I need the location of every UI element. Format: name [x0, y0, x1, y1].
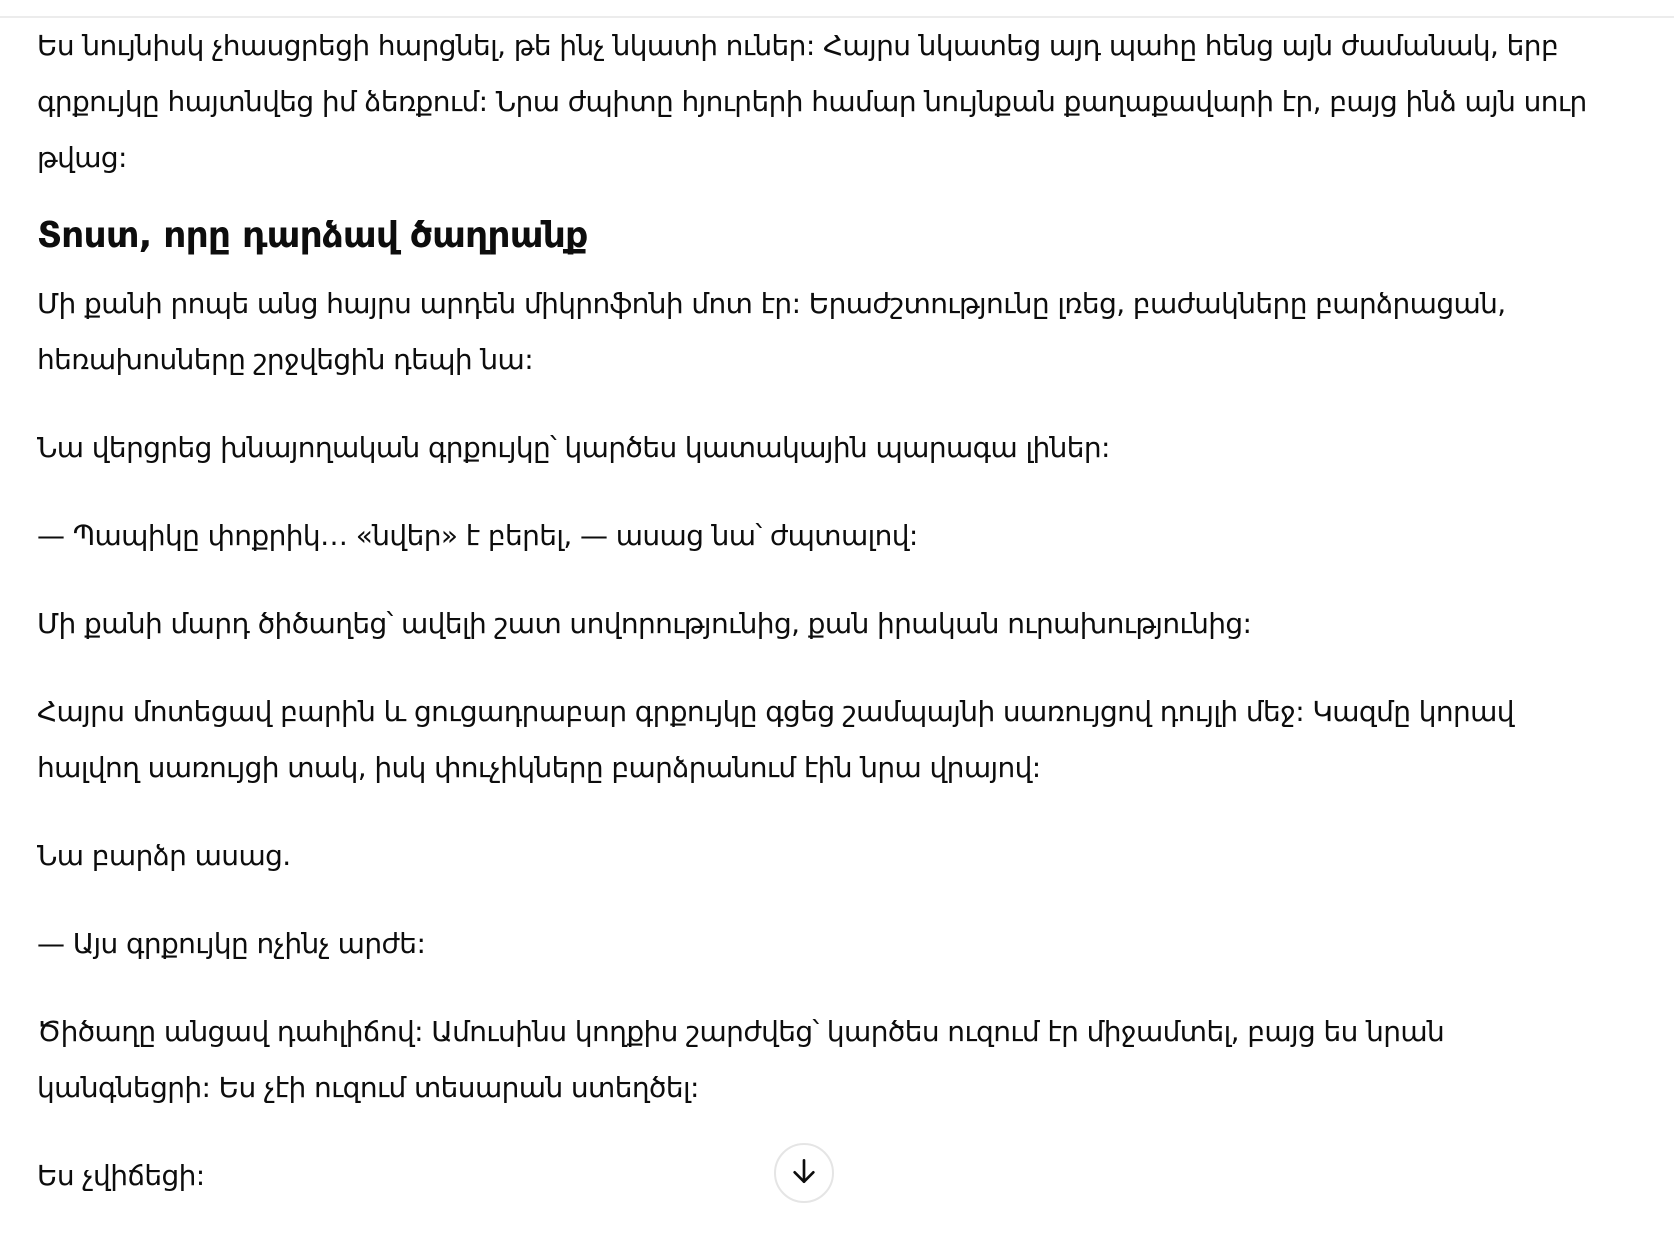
scroll-to-bottom-button[interactable] — [774, 1143, 834, 1203]
paragraph: Հայրս մոտեցավ բարին և ցուցադրաբար գրքույկը գցեց շամպայնի սառույցով դույլի մեջ: Կազմը կորավ հալվող սառույցի տակ, իսկ փուչիկները բարձրանում էին նրա վրայով: — [37, 695, 1523, 784]
paragraph: Ես չվիճեցի: — [37, 1159, 205, 1192]
paragraph: Ծիծաղը անցավ դահլիճով: Ամուսինս կողքիս շարժվեց՝ կարծես ուզում էր միջամտել, բայց ես նրան կանգնեցրի: Ես չէի ուզում տեսարան ստեղծել: — [37, 1015, 1453, 1104]
paragraph: — Պապիկը փոքրիկ… «նվեր» է բերել, — ասաց նա՝ ժպտալով: — [37, 519, 918, 552]
paragraph: — Այս գրքույկը ոչինչ արժե: — [37, 927, 426, 960]
paragraph: Ես նույնիսկ չհասցրեցի հարցնել, թե ինչ նկատի ուներ: Հայրս նկատեց այդ պահը հենց այն ժամանակ, երբ գրքույկը հայտնվեց իմ ձեռքում: Նրա ժպիտը հյուրերի համար նույնքան քաղաքավարի էր, բայց ինձ այն սուր թվաց: — [37, 29, 1595, 174]
paragraph: Նա վերցրեց խնայողական գրքույկը՝ կարծես կատակային պարագա լիներ: — [37, 431, 1110, 464]
article-content — [37, 18, 1617, 1236]
paragraph: Մի քանի մարդ ծիծաղեց՝ ավելի շատ սովորությունից, քան իրական ուրախությունից: — [37, 607, 1252, 640]
paragraph: Նա բարձր ասաց. — [37, 839, 291, 872]
top-divider — [0, 0, 1674, 18]
paragraph: Մի քանի րոպե անց հայրս արդեն միկրոֆոնի մոտ էր: Երաժշտությունը լռեց, բաժակները բարձրացան, հեռախոսները շրջվեցին դեպի նա: — [37, 287, 1514, 376]
arrow-down-icon — [788, 1155, 820, 1191]
section-heading: Տոստ, որը դարձավ ծաղրանք — [37, 215, 588, 256]
